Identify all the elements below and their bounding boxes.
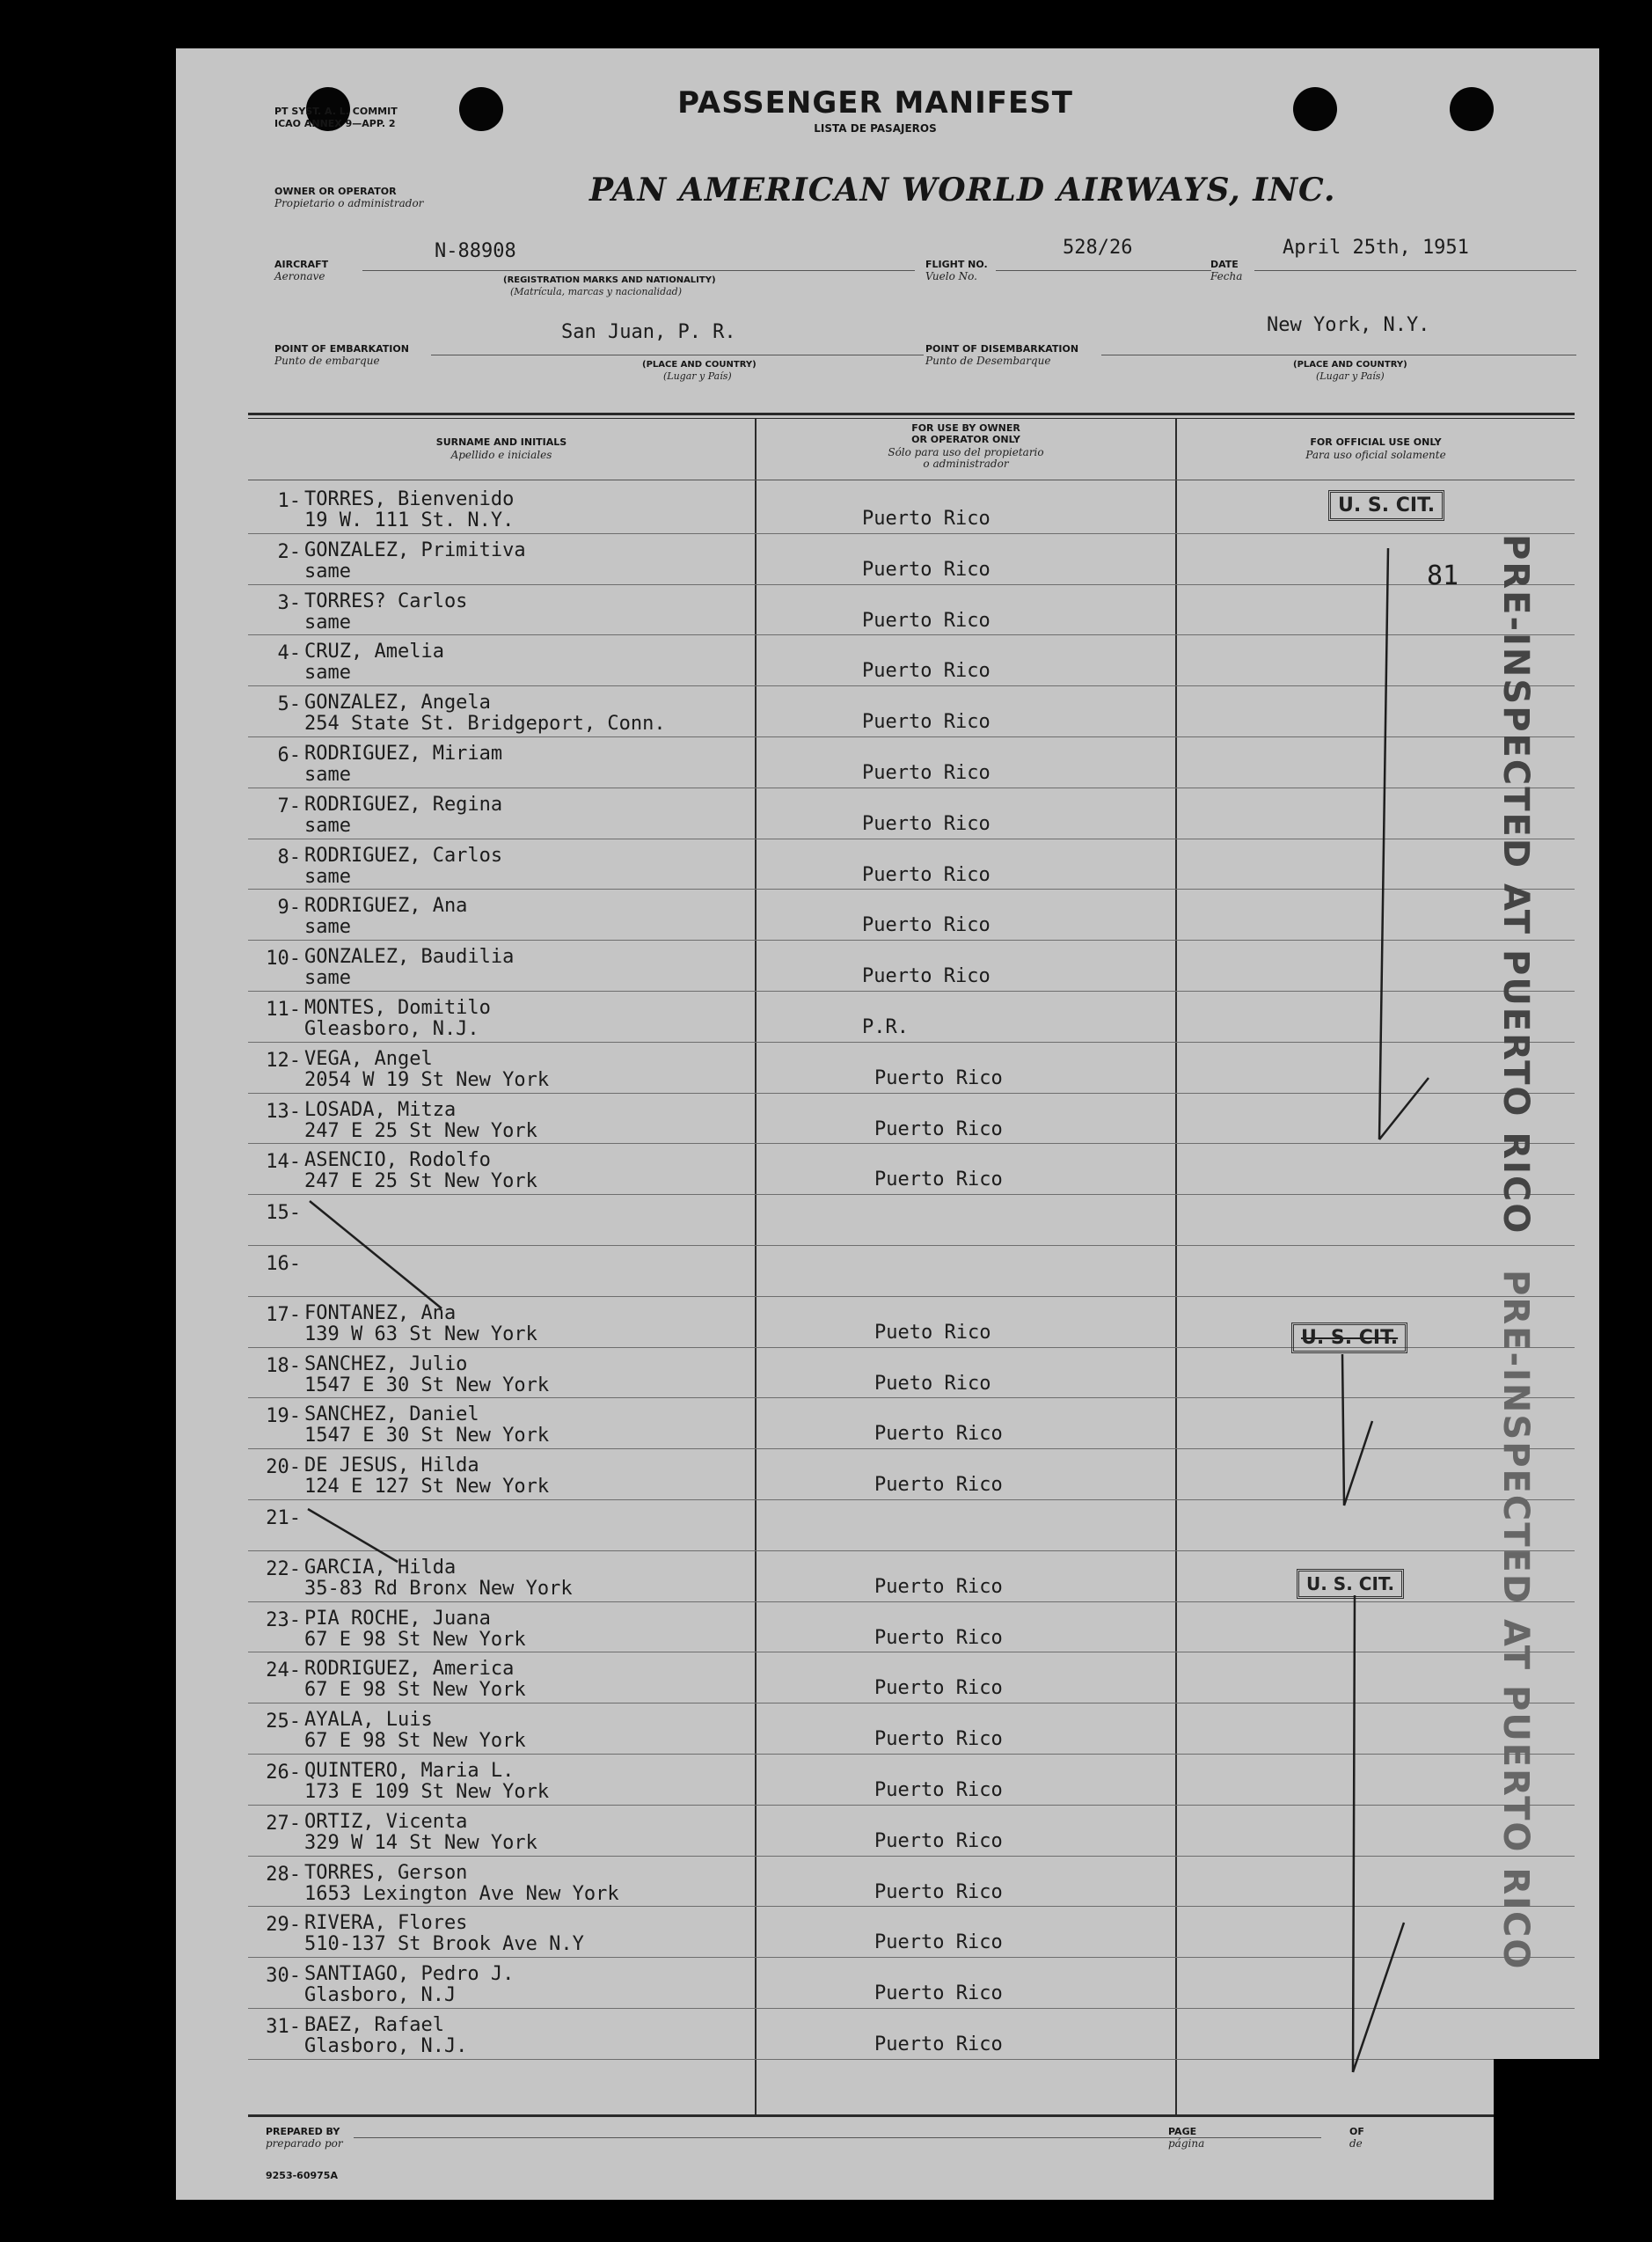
passenger-name: MONTES, Domitilo — [304, 997, 491, 1019]
page-corner-curl — [1494, 2059, 1599, 2200]
passenger-name: RODRIGUEZ, Regina — [304, 793, 503, 816]
page-label-es: página — [1168, 2137, 1205, 2150]
owner-label-es: Propietario o administrador — [274, 197, 424, 209]
col-header-owner-l2: OR OPERATOR ONLY — [911, 434, 1020, 445]
passenger-name: FONTANEZ, Ana — [304, 1301, 457, 1324]
check-mark-2 — [1342, 1354, 1372, 1506]
passenger-nationality: Puerto Rico — [874, 1931, 1003, 1954]
passenger-nationality: Puerto Rico — [874, 1423, 1003, 1446]
col-header-owner-l1: FOR USE BY OWNER — [911, 422, 1020, 434]
manifest-sheet — [176, 48, 1599, 2200]
flight-label: FLIGHT NO. — [925, 259, 988, 270]
us-citizen-stamp: U. S. CIT. — [1328, 490, 1444, 521]
passenger-address: same — [304, 764, 351, 786]
passenger-name: BAEZ, Rafael — [304, 2014, 444, 2036]
passenger-nationality: Puerto Rico — [874, 1169, 1003, 1191]
row-number: 22- — [266, 1557, 301, 1580]
row-number: 17- — [266, 1303, 301, 1326]
passenger-address: same — [304, 611, 351, 634]
row-number: 25- — [266, 1711, 301, 1733]
passenger-address: 124 E 127 St New York — [304, 1476, 550, 1498]
disembarkation-label-es: Punto de Desembarque — [925, 355, 1051, 367]
embarkation-label: POINT OF EMBARKATION — [274, 343, 409, 355]
passenger-nationality: Pueto Rico — [874, 1372, 991, 1395]
passenger-address: 67 E 98 St New York — [304, 1730, 526, 1753]
passenger-address: 67 E 98 St New York — [304, 1628, 526, 1651]
row-number: 13- — [266, 1100, 301, 1123]
passenger-address: 329 W 14 St New York — [304, 1831, 537, 1854]
aircraft-label-es: Aeronave — [274, 270, 325, 282]
of-label-es: de — [1349, 2137, 1363, 2150]
row-number: 8- — [277, 846, 301, 868]
operator-name: PAN AMERICAN WORLD AIRWAYS, INC. — [589, 172, 1336, 209]
passenger-nationality: Puerto Rico — [874, 1779, 1003, 1801]
passenger-count: 81 — [1427, 560, 1459, 591]
passenger-address: 254 State St. Bridgeport, Conn. — [304, 713, 666, 736]
page-title: PASSENGER MANIFEST — [677, 85, 1073, 121]
place-note: (PLACE AND COUNTRY) — [642, 360, 757, 370]
passenger-nationality: Puerto Rico — [862, 508, 990, 530]
passenger-address: 1547 E 30 St New York — [304, 1425, 550, 1447]
passenger-nationality: Puerto Rico — [862, 762, 990, 784]
of-label: OF — [1349, 2126, 1364, 2137]
row-number: 28- — [266, 1863, 301, 1886]
passenger-address: 510-137 St Brook Ave N.Y — [304, 1933, 584, 1956]
embarkation-label-es: Punto de embarque — [274, 355, 380, 367]
row-number: 7- — [277, 795, 301, 817]
row-number: 21- — [266, 1507, 301, 1529]
owner-label: OWNER OR OPERATOR — [274, 186, 397, 197]
registration-note: (REGISTRATION MARKS AND NATIONALITY) — [503, 275, 716, 285]
passenger-nationality: Puerto Rico — [874, 1829, 1003, 1852]
passenger-address: Glasboro, N.J — [304, 1984, 457, 2007]
passenger-nationality: Puerto Rico — [874, 1575, 1003, 1598]
passenger-name: DE JESUS, Hilda — [304, 1454, 479, 1477]
row-number: 29- — [266, 1914, 301, 1937]
col-header-surname-es: Apellido e iniciales — [450, 449, 552, 461]
passenger-nationality: Puerto Rico — [874, 1474, 1003, 1497]
flight-label-es: Vuelo No. — [925, 270, 977, 282]
passenger-name: RIVERA, Flores — [304, 1912, 468, 1935]
row-number: 31- — [266, 2016, 301, 2038]
prepared-by-label: PREPARED BY — [266, 2126, 340, 2137]
disembarkation-value: New York, N.Y. — [1267, 314, 1430, 336]
passenger-name: AYALA, Luis — [304, 1709, 433, 1732]
passenger-nationality: Puerto Rico — [874, 1677, 1003, 1700]
passenger-name: CRUZ, Amelia — [304, 641, 444, 663]
row-number: 14- — [266, 1151, 301, 1174]
passenger-name: TORRES? Carlos — [304, 590, 468, 612]
row-number: 24- — [266, 1660, 301, 1682]
passenger-nationality: Puerto Rico — [874, 1066, 1003, 1089]
registration-note-es: (Matrícula, marcas y nacionalidad) — [510, 286, 682, 297]
passenger-address: same — [304, 967, 351, 990]
flight-value: 528/26 — [1063, 237, 1133, 259]
passenger-name: GONZALEZ, Angela — [304, 692, 491, 714]
form-reference-line1: PT SYST. A. L. COMMIT — [274, 106, 398, 117]
passenger-name: SANCHEZ, Julio — [304, 1352, 468, 1375]
passenger-nationality: Puerto Rico — [862, 558, 990, 581]
passenger-name: PIA ROCHE, Juana — [304, 1607, 491, 1630]
cross-out-stroke — [310, 1201, 442, 1308]
handwritten-marks — [176, 48, 1599, 2200]
check-mark-3 — [1353, 1595, 1404, 2072]
passenger-address: same — [304, 662, 351, 685]
passenger-nationality: Puerto Rico — [862, 914, 990, 937]
passenger-address: Glasboro, N.J. — [304, 2035, 468, 2057]
col-header-surname: SURNAME AND INITIALS — [435, 436, 567, 448]
passenger-nationality: Puerto Rico — [862, 609, 990, 632]
passenger-name: TORRES, Gerson — [304, 1861, 468, 1884]
passenger-name: LOSADA, Mitza — [304, 1098, 457, 1121]
passenger-nationality: Puerto Rico — [862, 711, 990, 734]
passenger-address: 139 W 63 St New York — [304, 1322, 537, 1345]
passenger-name: GONZALEZ, Primitiva — [304, 539, 526, 561]
row-number: 23- — [266, 1608, 301, 1631]
disembarkation-label: POINT OF DISEMBARKATION — [925, 343, 1079, 355]
passenger-name: TORRES, Bienvenido — [304, 488, 515, 510]
passenger-name: RODRIGUEZ, America — [304, 1658, 515, 1681]
passenger-nationality: Puerto Rico — [862, 660, 990, 683]
passenger-nationality: Puerto Rico — [862, 965, 990, 988]
col-header-owner-es1: Sólo para uso del propietario — [888, 446, 1044, 458]
embarkation-value: San Juan, P. R. — [561, 321, 736, 343]
date-value: April 25th, 1951 — [1283, 237, 1469, 259]
passenger-address: 35-83 Rd Bronx New York — [304, 1577, 573, 1600]
row-number: 12- — [266, 1049, 301, 1072]
row-number: 5- — [277, 693, 301, 716]
row-number: 4- — [277, 642, 301, 665]
cross-out-stroke-2 — [308, 1509, 398, 1562]
col-header-owner-es2: o administrador — [923, 458, 1009, 470]
aircraft-label: AIRCRAFT — [274, 259, 329, 270]
row-number: 1- — [277, 490, 301, 512]
place-note-2: (PLACE AND COUNTRY) — [1293, 360, 1407, 370]
row-number: 11- — [266, 999, 301, 1021]
col-header-official-es: Para uso oficial solamente — [1305, 449, 1446, 461]
passenger-name: RODRIGUEZ, Miriam — [304, 743, 503, 765]
passenger-address: same — [304, 814, 351, 837]
place-note-2-es: (Lugar y País) — [1316, 370, 1385, 382]
aircraft-value: N-88908 — [435, 240, 516, 262]
passenger-nationality: Puerto Rico — [874, 1728, 1003, 1751]
row-number: 27- — [266, 1812, 301, 1835]
row-number: 18- — [266, 1354, 301, 1377]
passenger-name: ORTIZ, Vicenta — [304, 1810, 468, 1833]
passenger-address: same — [304, 865, 351, 888]
passenger-nationality: Puerto Rico — [862, 863, 990, 886]
passenger-name: SANCHEZ, Daniel — [304, 1403, 479, 1426]
page-subtitle: LISTA DE PASAJEROS — [814, 122, 937, 135]
passenger-nationality: Pueto Rico — [874, 1321, 991, 1344]
row-number: 9- — [277, 897, 301, 920]
row-number: 19- — [266, 1405, 301, 1428]
col-header-official: FOR OFFICIAL USE ONLY — [1310, 436, 1442, 448]
passenger-address: 67 E 98 St New York — [304, 1679, 526, 1702]
passenger-name: ASENCIO, Rodolfo — [304, 1149, 491, 1172]
row-number: 6- — [277, 744, 301, 766]
passenger-nationality: Puerto Rico — [874, 1880, 1003, 1903]
passenger-address: 173 E 109 St New York — [304, 1781, 550, 1803]
us-citizen-stamp-2: U. S. CIT. — [1291, 1322, 1407, 1353]
row-number: 2- — [277, 540, 301, 563]
passenger-address: same — [304, 560, 351, 582]
passenger-nationality: Puerto Rico — [874, 1982, 1003, 2005]
passenger-name: GONZALEZ, Baudilia — [304, 946, 515, 969]
pre-inspected-stamp: PRE-INSPECTED AT PUERTO RICO — [1495, 534, 1536, 1235]
passenger-nationality: Puerto Rico — [874, 1626, 1003, 1649]
passenger-address: 2054 W 19 St New York — [304, 1068, 550, 1091]
row-number: 3- — [277, 591, 301, 614]
prepared-by-label-es: preparado por — [266, 2137, 343, 2150]
passenger-address: 247 E 25 St New York — [304, 1170, 537, 1193]
row-number: 20- — [266, 1456, 301, 1479]
pre-inspected-stamp-2: PRE-INSPECTED AT PUERTO RICO — [1495, 1270, 1536, 1971]
check-mark — [1379, 548, 1429, 1139]
passenger-address: same — [304, 916, 351, 939]
date-label-es: Fecha — [1210, 270, 1243, 282]
row-number: 15- — [266, 1202, 301, 1225]
passenger-address: 1653 Lexington Ave New York — [304, 1882, 619, 1905]
passenger-address: 19 W. 111 St. N.Y. — [304, 509, 515, 531]
passenger-name: SANTIAGO, Pedro J. — [304, 1963, 515, 1986]
page-label: PAGE — [1168, 2126, 1197, 2137]
row-number: 30- — [266, 1965, 301, 1988]
row-number: 16- — [266, 1253, 301, 1275]
passenger-address: Gleasboro, N.J. — [304, 1018, 479, 1040]
passenger-nationality: Puerto Rico — [874, 2033, 1003, 2055]
place-note-es: (Lugar y País) — [663, 370, 732, 382]
passenger-nationality: P.R. — [862, 1016, 909, 1038]
passenger-address: 1547 E 30 St New York — [304, 1374, 550, 1396]
row-number: 10- — [266, 948, 301, 971]
passenger-name: RODRIGUEZ, Ana — [304, 895, 468, 918]
passenger-name: VEGA, Angel — [304, 1047, 433, 1070]
passenger-address: 247 E 25 St New York — [304, 1119, 537, 1142]
us-citizen-stamp-3: U. S. CIT. — [1297, 1569, 1404, 1599]
row-number: 26- — [266, 1762, 301, 1784]
passenger-name: GARCIA, Hilda — [304, 1556, 457, 1579]
date-label: DATE — [1210, 259, 1239, 270]
form-code: 9253-60975A — [266, 2170, 338, 2181]
passenger-nationality: Puerto Rico — [862, 812, 990, 835]
passenger-name: QUINTERO, Maria L. — [304, 1760, 515, 1782]
passenger-nationality: Puerto Rico — [874, 1117, 1003, 1140]
form-reference-line2: ICAO ANNEX 9—APP. 2 — [274, 118, 396, 129]
passenger-name: RODRIGUEZ, Carlos — [304, 844, 503, 867]
